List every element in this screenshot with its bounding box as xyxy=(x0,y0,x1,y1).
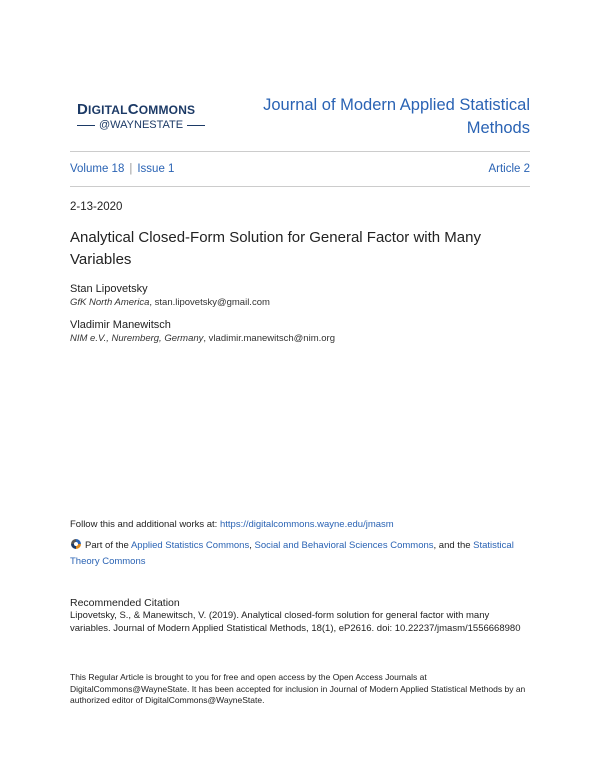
journal-title-link[interactable]: Journal of Modern Applied Statistical Methods xyxy=(263,96,530,137)
logo-commons xyxy=(128,101,196,118)
part-of-prefix: Part of the xyxy=(85,540,131,551)
logo-digital-initial: D xyxy=(77,101,89,118)
follow-url-link[interactable]: https://digitalcommons.wayne.edu/jmasm xyxy=(219,519,394,530)
author-affiliation xyxy=(70,296,270,310)
logo-wordmark xyxy=(77,101,217,118)
recommended-citation-text: Lipovetsky, S., & Manewitsch, V. (2019). Analytical closed-form solution for general factor with many variables. Journal of Modern Applied Statistical Methods, 18(1), eP2616. doi: 10.22237/jmasm/1556668980 xyxy=(70,610,521,634)
part-of-sep1: , xyxy=(249,540,255,551)
logo-digital xyxy=(77,101,128,118)
volume-issue-row xyxy=(70,163,530,175)
volume-issue-separator: | xyxy=(129,163,133,175)
logo-digital-rest: IGITAL xyxy=(88,103,128,117)
part-of-sep2: , and the xyxy=(433,540,474,551)
recommended-citation-heading: Recommended Citation xyxy=(70,597,180,609)
article-title: Analytical Closed-Form Solution for General Factor with Many Variables xyxy=(70,229,481,268)
logo-rule-left xyxy=(77,125,95,126)
logo-commons-rest: OMMONS xyxy=(138,103,196,117)
author-affiliation xyxy=(70,332,335,346)
issue-link[interactable]: Issue 1 xyxy=(137,163,175,175)
logo-subline xyxy=(77,119,217,131)
logo-rule-right xyxy=(187,125,205,126)
affiliation-name: NIM e.V., Nuremberg, Germany xyxy=(70,333,204,344)
article-link[interactable]: Article 2 xyxy=(488,163,530,175)
follow-text: Follow this and additional works at: xyxy=(70,519,220,530)
author-email: , vladimir.manewitsch@nim.org xyxy=(203,333,335,344)
affiliation-name: GfK North America xyxy=(70,297,150,308)
network-icon xyxy=(70,538,82,550)
part-of-line xyxy=(70,538,532,570)
applied-statistics-commons-link[interactable]: Applied Statistics Commons xyxy=(130,540,250,551)
author-email: , stan.lipovetsky@gmail.com xyxy=(149,297,270,308)
divider-bottom xyxy=(70,186,530,187)
divider-top xyxy=(70,151,530,152)
volume-link[interactable]: Volume 18 xyxy=(70,163,125,175)
digitalcommons-logo[interactable] xyxy=(77,101,217,131)
open-access-notice: This Regular Article is brought to you for free and open access by the Open Access Journals at DigitalCommons@WayneState. It has been accepted for inclusion in Journal of Modern Applied Statistical Methods by an authorized editor of DigitalCommons@WayneState. xyxy=(70,672,526,705)
social-behavioral-sciences-commons-link[interactable]: Social and Behavioral Sciences Commons xyxy=(254,540,434,551)
publication-date: 2-13-2020 xyxy=(70,201,123,213)
logo-commons-initial: C xyxy=(127,101,139,118)
statistical-theory-commons-link[interactable]: Statistical Theory Commons xyxy=(70,540,514,567)
author-name: Stan Lipovetsky xyxy=(70,283,148,295)
author-block-2 xyxy=(70,318,335,346)
logo-at-wayne-state: @WAYNESTATE xyxy=(99,119,184,131)
author-name: Vladimir Manewitsch xyxy=(70,319,171,331)
follow-line xyxy=(70,519,394,530)
author-block-1 xyxy=(70,282,270,310)
